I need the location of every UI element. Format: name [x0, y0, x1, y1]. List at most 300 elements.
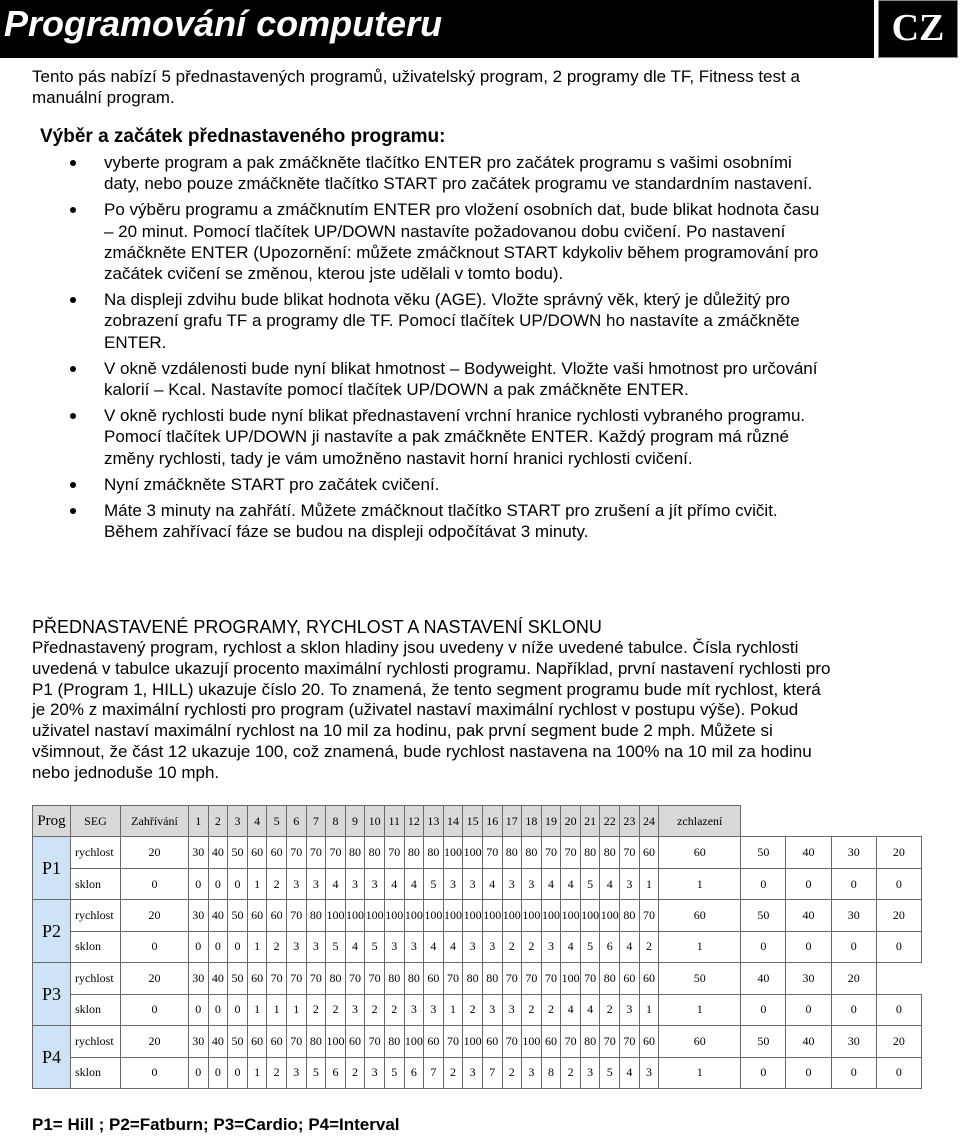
incline-value-cell: 3	[620, 994, 640, 1025]
incline-value-cell: 2	[267, 868, 287, 899]
incline-value-cell: 1	[659, 868, 741, 899]
speed-value-cell: 100	[561, 900, 581, 931]
header-cell-segment: 23	[620, 806, 640, 837]
incline-value-cell: 0	[831, 868, 876, 899]
speed-value-cell: 70	[620, 1026, 640, 1057]
incline-value-cell: 0	[208, 1057, 228, 1089]
speed-value-cell: 60	[639, 837, 659, 868]
speed-value-cell: 80	[600, 837, 620, 868]
incline-value-cell: 2	[267, 1057, 287, 1089]
header-cell-segment: 13	[424, 806, 444, 837]
row-label-speed: rychlost	[71, 837, 121, 868]
incline-value-cell: 4	[600, 868, 620, 899]
incline-value-cell: 2	[443, 1057, 463, 1089]
speed-value-cell: 30	[189, 837, 209, 868]
preset-programs-paragraph: Přednastavený program, rychlost a sklon hladiny jsou uvedeny v níže uvedené tabulce. Čísla rychlosti uvedená v tabulce ukazují procento maximální rychlosti programu. Například, první nastavení rychlosti pro P1 (Program 1, HILL) ukazuje číslo 20. To znamená, že tento segment programu bude mít rychlost, která je 20% z maximální rychlosti pro program (uživatel nastaví maximální rychlost v postupu výše). Pokud uživatel nastaví maximální rychlost na 10 mil za hodinu, pak první segment bude 2 mph. Můžete si všimnout, že část 12 ukazuje 100, což znamená, bude rychlost nastavena na 100% na 10 mil za hodinu nebo jednoduše 10 mph.	[32, 638, 831, 782]
incline-value-cell: 4	[326, 868, 346, 899]
program-label-cell: P4	[33, 1026, 71, 1089]
speed-value-cell: 50	[741, 1026, 786, 1057]
speed-value-cell: 70	[306, 837, 326, 868]
incline-value-cell: 3	[345, 994, 365, 1025]
incline-value-cell: 3	[424, 994, 444, 1025]
list-item: Po výběru programu a zmáčknutím ENTER pro vložení osobních dat, bude blikat hodnota času – 20 minut. Pomocí tlačítek UP/DOWN nastavíte požadovanou dobu cvičení. Po nastavení zmáčkněte ENTER (Upozornění: můžete zmáčknout START kdykoliv během programování pro začátek cvičení se změnou, kterou jste udělali v tomto bodu).	[0, 199, 830, 284]
speed-value-cell: 80	[306, 1026, 326, 1057]
page-header	[0, 0, 874, 58]
incline-value-cell: 5	[600, 1057, 620, 1089]
incline-value-cell: 4	[620, 931, 640, 962]
speed-value-cell: 100	[522, 1026, 542, 1057]
speed-value-cell: 30	[831, 900, 876, 931]
table-header-row	[33, 806, 922, 837]
incline-value-cell: 3	[286, 868, 306, 899]
speed-value-cell: 70	[306, 963, 326, 994]
incline-value-cell: 0	[228, 1057, 248, 1089]
header-cell-segment: 8	[326, 806, 346, 837]
speed-value-cell: 50	[228, 900, 248, 931]
speed-value-cell: 80	[404, 963, 424, 994]
speed-value-cell: 70	[326, 837, 346, 868]
incline-value-cell: 2	[639, 931, 659, 962]
program-label-cell: P1	[33, 837, 71, 900]
speed-value-cell: 70	[365, 963, 385, 994]
header-cell-segment: 9	[345, 806, 365, 837]
speed-value-cell: 100	[482, 900, 502, 931]
speed-value-cell: 100	[443, 837, 463, 868]
incline-value-cell: 3	[404, 994, 424, 1025]
incline-value-cell: 3	[286, 1057, 306, 1089]
speed-value-cell: 100	[502, 900, 522, 931]
header-cell-segment: 16	[482, 806, 502, 837]
incline-value-cell: 5	[306, 1057, 326, 1089]
incline-value-cell: 4	[561, 931, 581, 962]
incline-value-cell: 4	[561, 994, 581, 1025]
speed-value-cell: 30	[189, 1026, 209, 1057]
speed-value-cell: 30	[831, 1026, 876, 1057]
row-label-incline: sklon	[71, 931, 121, 962]
incline-value-cell: 0	[228, 994, 248, 1025]
speed-value-cell: 80	[620, 900, 640, 931]
speed-value-cell: 20	[876, 1026, 921, 1057]
speed-value-cell: 60	[639, 1026, 659, 1057]
row-label-incline: sklon	[71, 1057, 121, 1089]
speed-value-cell: 30	[831, 837, 876, 868]
incline-value-cell: 3	[286, 931, 306, 962]
incline-value-cell: 5	[384, 1057, 404, 1089]
incline-value-cell: 3	[482, 931, 502, 962]
incline-value-cell: 6	[326, 1057, 346, 1089]
table-row	[33, 900, 922, 931]
speed-value-cell: 20	[831, 963, 876, 994]
incline-value-cell: 0	[876, 868, 921, 899]
header-cell-segment: 21	[580, 806, 600, 837]
incline-value-cell: 0	[831, 931, 876, 962]
speed-value-cell: 100	[404, 1026, 424, 1057]
speed-value-cell: 40	[208, 1026, 228, 1057]
incline-value-cell: 5	[580, 868, 600, 899]
incline-value-cell: 0	[876, 994, 921, 1025]
incline-value-cell: 0	[208, 868, 228, 899]
header-cell-prog: Prog	[33, 806, 71, 837]
speed-value-cell: 50	[228, 1026, 248, 1057]
incline-value-cell: 6	[600, 931, 620, 962]
incline-value-cell: 0	[831, 1057, 876, 1089]
speed-value-cell: 100	[463, 1026, 483, 1057]
header-cell-segment: 6	[286, 806, 306, 837]
incline-value-cell: 0	[786, 1057, 831, 1089]
speed-value-cell: 100	[522, 900, 542, 931]
speed-value-cell: 70	[561, 1026, 581, 1057]
speed-value-cell: 20	[876, 900, 921, 931]
section-title-program-selection: Výběr a začátek přednastaveného programu:	[40, 126, 446, 147]
bullet-icon	[70, 482, 76, 488]
speed-value-cell: 40	[208, 837, 228, 868]
incline-value-cell: 7	[482, 1057, 502, 1089]
list-item: vyberte program a pak zmáčkněte tlačítko ENTER pro začátek programu s vašimi osobními daty, nebo pouze zmáčkněte tlačítko START pro začátek programu ve standardním nastavení.	[0, 152, 830, 194]
incline-value-cell: 1	[659, 931, 741, 962]
incline-value-cell: 3	[463, 931, 483, 962]
incline-value-cell: 3	[463, 1057, 483, 1089]
speed-value-cell: 50	[659, 963, 741, 994]
incline-value-cell: 4	[580, 994, 600, 1025]
incline-value-cell: 5	[365, 931, 385, 962]
header-cell-segment: 15	[463, 806, 483, 837]
incline-value-cell: 4	[561, 868, 581, 899]
speed-value-cell: 80	[522, 837, 542, 868]
speed-value-cell: 70	[345, 963, 365, 994]
header-cell-segment: 17	[502, 806, 522, 837]
table-row	[33, 931, 922, 962]
speed-value-cell: 20	[121, 963, 189, 994]
incline-value-cell: 2	[365, 994, 385, 1025]
bullet-icon	[70, 366, 76, 372]
speed-value-cell: 80	[384, 1026, 404, 1057]
speed-value-cell: 60	[247, 837, 267, 868]
incline-value-cell: 2	[463, 994, 483, 1025]
header-cell-segment: 22	[600, 806, 620, 837]
list-item: Máte 3 minuty na zahřátí. Můžete zmáčknout tlačítko START pro zrušení a jít přímo cvičit. Během zahřívací fáze se budou na displeji odpočítávat 3 minuty.	[0, 500, 830, 542]
row-label-speed: rychlost	[71, 900, 121, 931]
header-cell-segment: 18	[522, 806, 542, 837]
incline-value-cell: 1	[443, 994, 463, 1025]
speed-value-cell: 80	[404, 837, 424, 868]
incline-value-cell: 2	[522, 994, 542, 1025]
incline-value-cell: 1	[267, 994, 287, 1025]
incline-value-cell: 3	[639, 1057, 659, 1089]
speed-value-cell: 70	[541, 963, 561, 994]
header-cell-segment: 4	[247, 806, 267, 837]
table-row	[33, 868, 922, 899]
speed-value-cell: 50	[741, 837, 786, 868]
speed-value-cell: 80	[326, 963, 346, 994]
speed-value-cell: 40	[208, 900, 228, 931]
speed-value-cell: 70	[561, 837, 581, 868]
incline-value-cell: 2	[267, 931, 287, 962]
speed-value-cell: 100	[561, 963, 581, 994]
bullet-icon	[70, 160, 76, 166]
incline-value-cell: 2	[600, 994, 620, 1025]
speed-value-cell: 40	[786, 1026, 831, 1057]
incline-value-cell: 1	[286, 994, 306, 1025]
speed-value-cell: 70	[443, 1026, 463, 1057]
header-cell-segment: 1	[189, 806, 209, 837]
header-cell-seg: SEG	[71, 806, 121, 837]
incline-value-cell: 0	[121, 994, 189, 1025]
incline-value-cell: 1	[247, 1057, 267, 1089]
speed-value-cell: 70	[286, 963, 306, 994]
speed-value-cell: 70	[443, 963, 463, 994]
incline-value-cell: 0	[208, 931, 228, 962]
incline-value-cell: 8	[541, 1057, 561, 1089]
incline-value-cell: 0	[208, 994, 228, 1025]
bullet-icon	[70, 207, 76, 213]
program-legend: P1= Hill ; P2=Fatburn; P3=Cardio; P4=Interval	[32, 1115, 400, 1134]
speed-value-cell: 70	[580, 963, 600, 994]
incline-value-cell: 3	[522, 1057, 542, 1089]
incline-value-cell: 0	[786, 931, 831, 962]
incline-value-cell: 3	[502, 994, 522, 1025]
speed-value-cell: 80	[463, 963, 483, 994]
incline-value-cell: 0	[876, 1057, 921, 1089]
incline-value-cell: 1	[639, 994, 659, 1025]
table-row	[33, 994, 922, 1025]
speed-value-cell: 60	[267, 837, 287, 868]
incline-value-cell: 2	[522, 931, 542, 962]
speed-value-cell: 80	[424, 837, 444, 868]
incline-value-cell: 6	[404, 1057, 424, 1089]
speed-value-cell: 80	[600, 963, 620, 994]
incline-value-cell: 3	[522, 868, 542, 899]
row-label-speed: rychlost	[71, 1026, 121, 1057]
bullet-icon	[70, 508, 76, 514]
program-table	[32, 805, 922, 1089]
list-item: Na displeji zdvihu bude blikat hodnota věku (AGE). Vložte správný věk, který je důležitý pro zobrazení grafu TF a programy dle TF. Pomocí tlačítek UP/DOWN ho nastavíte a zmáčkněte ENTER.	[0, 289, 830, 353]
incline-value-cell: 0	[741, 868, 786, 899]
incline-value-cell: 5	[326, 931, 346, 962]
speed-value-cell: 70	[600, 1026, 620, 1057]
speed-value-cell: 40	[786, 900, 831, 931]
speed-value-cell: 60	[620, 963, 640, 994]
speed-value-cell: 70	[482, 837, 502, 868]
incline-value-cell: 3	[384, 931, 404, 962]
speed-value-cell: 60	[659, 1026, 741, 1057]
incline-value-cell: 0	[876, 931, 921, 962]
incline-value-cell: 3	[443, 868, 463, 899]
incline-value-cell: 4	[443, 931, 463, 962]
incline-value-cell: 7	[424, 1057, 444, 1089]
incline-value-cell: 4	[345, 931, 365, 962]
incline-value-cell: 2	[502, 931, 522, 962]
speed-value-cell: 20	[121, 900, 189, 931]
speed-value-cell: 30	[189, 963, 209, 994]
language-badge-text: CZ	[891, 7, 945, 49]
incline-value-cell: 3	[502, 868, 522, 899]
incline-value-cell: 1	[659, 1057, 741, 1089]
speed-value-cell: 60	[482, 1026, 502, 1057]
incline-value-cell: 0	[228, 931, 248, 962]
speed-value-cell: 100	[541, 900, 561, 931]
incline-value-cell: 0	[786, 994, 831, 1025]
speed-value-cell: 60	[541, 1026, 561, 1057]
incline-value-cell: 3	[306, 931, 326, 962]
speed-value-cell: 40	[208, 963, 228, 994]
incline-value-cell: 4	[620, 1057, 640, 1089]
speed-value-cell: 80	[580, 837, 600, 868]
row-label-incline: sklon	[71, 994, 121, 1025]
incline-value-cell: 0	[228, 868, 248, 899]
speed-value-cell: 60	[424, 1026, 444, 1057]
speed-value-cell: 80	[502, 837, 522, 868]
speed-value-cell: 80	[365, 837, 385, 868]
incline-value-cell: 3	[463, 868, 483, 899]
incline-value-cell: 3	[365, 1057, 385, 1089]
speed-value-cell: 60	[267, 1026, 287, 1057]
speed-value-cell: 70	[365, 1026, 385, 1057]
speed-value-cell: 60	[247, 963, 267, 994]
speed-value-cell: 60	[424, 963, 444, 994]
list-item: V okně vzdálenosti bude nyní blikat hmotnost – Bodyweight. Vložte vaši hmotnost pro určování kalorií – Kcal. Nastavíte pomocí tlačítek UP/DOWN a pak zmáčkněte ENTER.	[0, 358, 830, 400]
header-cell-segment: 10	[365, 806, 385, 837]
incline-value-cell: 0	[831, 994, 876, 1025]
incline-value-cell: 2	[345, 1057, 365, 1089]
program-label-cell: P2	[33, 900, 71, 963]
header-cell-segment: 14	[443, 806, 463, 837]
speed-value-cell: 100	[580, 900, 600, 931]
speed-value-cell: 60	[267, 900, 287, 931]
table-row	[33, 1057, 922, 1089]
speed-value-cell: 30	[786, 963, 831, 994]
speed-value-cell: 60	[247, 900, 267, 931]
header-cell-segment: 5	[267, 806, 287, 837]
speed-value-cell: 50	[228, 837, 248, 868]
program-label-cell: P3	[33, 963, 71, 1026]
header-cell-segment: 12	[404, 806, 424, 837]
row-label-incline: sklon	[71, 868, 121, 899]
speed-value-cell: 100	[404, 900, 424, 931]
incline-value-cell: 0	[121, 1057, 189, 1089]
incline-value-cell: 0	[786, 868, 831, 899]
speed-value-cell: 60	[659, 900, 741, 931]
speed-value-cell: 70	[639, 900, 659, 931]
speed-value-cell: 70	[267, 963, 287, 994]
speed-value-cell: 100	[384, 900, 404, 931]
speed-value-cell: 20	[876, 837, 921, 868]
speed-value-cell: 80	[306, 900, 326, 931]
instructions-list	[0, 152, 830, 547]
header-cell-segment: 24	[639, 806, 659, 837]
speed-value-cell: 60	[247, 1026, 267, 1057]
list-item: V okně rychlosti bude nyní blikat přednastavení vrchní hranice rychlosti vybraného programu. Pomocí tlačítek UP/DOWN ji nastavíte a pak zmáčkněte ENTER. Každý program má různé změny rychlosti, tady je vám umožněno nastavit horní hranici rychlosti cvičení.	[0, 405, 830, 469]
header-cell-warmup: Zahřívání	[121, 806, 189, 837]
speed-value-cell: 80	[580, 1026, 600, 1057]
speed-value-cell: 100	[463, 837, 483, 868]
incline-value-cell: 3	[306, 868, 326, 899]
speed-value-cell: 20	[121, 1026, 189, 1057]
speed-value-cell: 60	[345, 1026, 365, 1057]
speed-value-cell: 70	[502, 963, 522, 994]
incline-value-cell: 1	[247, 868, 267, 899]
speed-value-cell: 70	[286, 900, 306, 931]
speed-value-cell: 60	[659, 837, 741, 868]
speed-value-cell: 70	[286, 837, 306, 868]
incline-value-cell: 2	[541, 994, 561, 1025]
speed-value-cell: 40	[786, 837, 831, 868]
incline-value-cell: 5	[580, 931, 600, 962]
speed-value-cell: 80	[482, 963, 502, 994]
header-cell-segment: 2	[208, 806, 228, 837]
incline-value-cell: 0	[741, 994, 786, 1025]
incline-value-cell: 2	[561, 1057, 581, 1089]
incline-value-cell: 0	[741, 1057, 786, 1089]
header-cell-segment: 3	[228, 806, 248, 837]
incline-value-cell: 3	[404, 931, 424, 962]
speed-value-cell: 80	[345, 837, 365, 868]
incline-value-cell: 3	[580, 1057, 600, 1089]
header-cell-segment: 19	[541, 806, 561, 837]
row-label-speed: rychlost	[71, 963, 121, 994]
speed-value-cell: 100	[463, 900, 483, 931]
intro-paragraph: Tento pás nabízí 5 přednastavených programů, uživatelský program, 2 programy dle TF, Fitness test a manuální program.	[32, 67, 800, 107]
incline-value-cell: 0	[121, 868, 189, 899]
speed-value-cell: 100	[326, 900, 346, 931]
incline-value-cell: 0	[741, 931, 786, 962]
speed-value-cell: 40	[741, 963, 786, 994]
incline-value-cell: 0	[189, 994, 209, 1025]
header-cell-segment: 7	[306, 806, 326, 837]
incline-value-cell: 4	[541, 868, 561, 899]
incline-value-cell: 4	[384, 868, 404, 899]
speed-value-cell: 100	[326, 1026, 346, 1057]
incline-value-cell: 1	[639, 868, 659, 899]
incline-value-cell: 0	[121, 931, 189, 962]
table-row	[33, 1026, 922, 1057]
header-cell-segment: 11	[384, 806, 404, 837]
incline-value-cell: 4	[404, 868, 424, 899]
speed-value-cell: 100	[424, 900, 444, 931]
incline-value-cell: 3	[620, 868, 640, 899]
speed-value-cell: 30	[189, 900, 209, 931]
speed-value-cell: 20	[121, 837, 189, 868]
speed-value-cell: 100	[345, 900, 365, 931]
incline-value-cell: 0	[189, 931, 209, 962]
speed-value-cell: 50	[228, 963, 248, 994]
speed-value-cell: 70	[620, 837, 640, 868]
list-item: Nyní zmáčkněte START pro začátek cvičení.	[0, 474, 830, 495]
language-badge	[878, 0, 958, 58]
speed-value-cell: 100	[365, 900, 385, 931]
speed-value-cell: 70	[384, 837, 404, 868]
incline-value-cell: 1	[247, 931, 267, 962]
bullet-icon	[70, 413, 76, 419]
speed-value-cell: 100	[443, 900, 463, 931]
incline-value-cell: 3	[345, 868, 365, 899]
speed-value-cell: 70	[541, 837, 561, 868]
table-row	[33, 837, 922, 868]
speed-value-cell: 100	[600, 900, 620, 931]
incline-value-cell: 0	[189, 1057, 209, 1089]
speed-value-cell: 70	[286, 1026, 306, 1057]
incline-value-cell: 2	[502, 1057, 522, 1089]
speed-value-cell: 70	[522, 963, 542, 994]
speed-value-cell: 50	[741, 900, 786, 931]
incline-value-cell: 2	[326, 994, 346, 1025]
incline-value-cell: 3	[482, 994, 502, 1025]
incline-value-cell: 1	[659, 994, 741, 1025]
incline-value-cell: 2	[306, 994, 326, 1025]
header-cell-cooldown: zchlazení	[659, 806, 741, 837]
incline-value-cell: 4	[482, 868, 502, 899]
incline-value-cell: 3	[541, 931, 561, 962]
incline-value-cell: 2	[384, 994, 404, 1025]
